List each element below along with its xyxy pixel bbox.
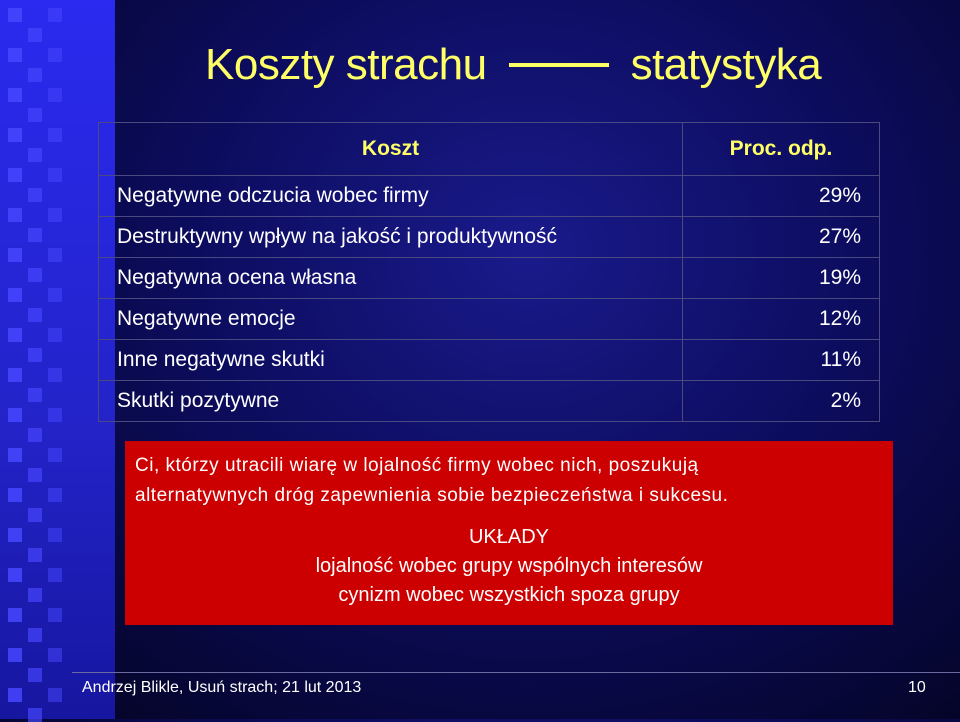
decorative-square bbox=[48, 48, 62, 62]
decorative-square bbox=[48, 528, 62, 542]
decorative-square bbox=[48, 8, 62, 22]
decorative-square bbox=[8, 448, 22, 462]
title-dash bbox=[509, 63, 609, 67]
decorative-square bbox=[8, 248, 22, 262]
decorative-square bbox=[28, 228, 42, 242]
decorative-square bbox=[48, 488, 62, 502]
table-row bbox=[99, 217, 880, 258]
decorative-square bbox=[48, 408, 62, 422]
decorative-square bbox=[48, 368, 62, 382]
slide-title bbox=[205, 40, 821, 90]
decorative-square bbox=[8, 208, 22, 222]
decorative-square bbox=[8, 688, 22, 702]
cost-table bbox=[98, 122, 880, 422]
decorative-square bbox=[8, 648, 22, 662]
decorative-square bbox=[8, 488, 22, 502]
decorative-square bbox=[28, 468, 42, 482]
decorative-square bbox=[8, 88, 22, 102]
decorative-square bbox=[48, 168, 62, 182]
decorative-square bbox=[28, 308, 42, 322]
row-label: Negatywne emocje bbox=[99, 299, 683, 340]
decorative-square bbox=[28, 28, 42, 42]
decorative-square bbox=[28, 508, 42, 522]
decorative-square bbox=[8, 368, 22, 382]
decorative-square bbox=[28, 348, 42, 362]
header-cost: Koszt bbox=[99, 123, 683, 176]
decorative-square bbox=[8, 8, 22, 22]
note-line-3: lojalność wobec grupy wspólnych interesów bbox=[315, 555, 703, 577]
decorative-square bbox=[28, 268, 42, 282]
decorative-square bbox=[8, 328, 22, 342]
decorative-square bbox=[28, 708, 42, 722]
decorative-square bbox=[8, 288, 22, 302]
decorative-square bbox=[28, 628, 42, 642]
row-label: Inne negatywne skutki bbox=[99, 340, 683, 381]
row-label: Negatywne odczucia wobec firmy bbox=[99, 176, 683, 217]
table-row bbox=[99, 381, 880, 422]
decorative-square bbox=[28, 68, 42, 82]
decorative-square bbox=[48, 248, 62, 262]
row-label: Destruktywny wpływ na jakość i produktywność bbox=[99, 217, 683, 258]
decorative-square bbox=[8, 48, 22, 62]
decorative-square bbox=[28, 188, 42, 202]
decorative-square bbox=[28, 148, 42, 162]
decorative-square bbox=[48, 688, 62, 702]
decorative-square bbox=[8, 608, 22, 622]
decorative-square bbox=[28, 668, 42, 682]
decorative-square bbox=[48, 328, 62, 342]
row-value: 2% bbox=[683, 381, 880, 422]
page-number: 10 bbox=[908, 679, 926, 696]
decorative-square bbox=[28, 108, 42, 122]
footer-divider bbox=[72, 672, 960, 673]
decorative-square bbox=[28, 388, 42, 402]
decorative-square bbox=[48, 608, 62, 622]
table-row bbox=[99, 299, 880, 340]
row-label: Negatywna ocena własna bbox=[99, 258, 683, 299]
row-value: 29% bbox=[683, 176, 880, 217]
decorative-square bbox=[8, 128, 22, 142]
decorative-square bbox=[48, 568, 62, 582]
decorative-square bbox=[8, 528, 22, 542]
decorative-square bbox=[28, 428, 42, 442]
table-row bbox=[99, 176, 880, 217]
decorative-square bbox=[28, 588, 42, 602]
table-header-row bbox=[99, 123, 880, 176]
note-heading: UKŁADY bbox=[468, 526, 550, 548]
row-value: 27% bbox=[683, 217, 880, 258]
decorative-square bbox=[48, 88, 62, 102]
note-centered-block bbox=[135, 523, 883, 610]
table-row bbox=[99, 340, 880, 381]
note-line-2: alternatywnych dróg zapewnienia sobie bezpieczeństwa i sukcesu. bbox=[135, 485, 729, 506]
note-box bbox=[125, 441, 893, 625]
note-line-4: cynizm wobec wszystkich spoza grupy bbox=[338, 584, 680, 606]
decorative-square bbox=[8, 168, 22, 182]
row-label: Skutki pozytywne bbox=[99, 381, 683, 422]
decorative-square bbox=[8, 408, 22, 422]
slide-title-part1: Koszty strachu bbox=[205, 40, 487, 89]
footer-author: Andrzej Blikle, Usuń strach; 21 lut 2013 bbox=[82, 679, 362, 696]
decorative-square bbox=[8, 568, 22, 582]
table-row bbox=[99, 258, 880, 299]
row-value: 12% bbox=[683, 299, 880, 340]
note-line-1: Ci, którzy utracili wiarę w lojalność firmy wobec nich, poszukują bbox=[135, 455, 699, 476]
decorative-square bbox=[48, 208, 62, 222]
decorative-square bbox=[48, 128, 62, 142]
row-value: 11% bbox=[683, 340, 880, 381]
decorative-square bbox=[48, 648, 62, 662]
slide-title-part2: statystyka bbox=[630, 40, 822, 89]
header-percent: Proc. odp. bbox=[683, 123, 880, 176]
decorative-square bbox=[48, 448, 62, 462]
decorative-square bbox=[28, 548, 42, 562]
row-value: 19% bbox=[683, 258, 880, 299]
decorative-square bbox=[48, 288, 62, 302]
